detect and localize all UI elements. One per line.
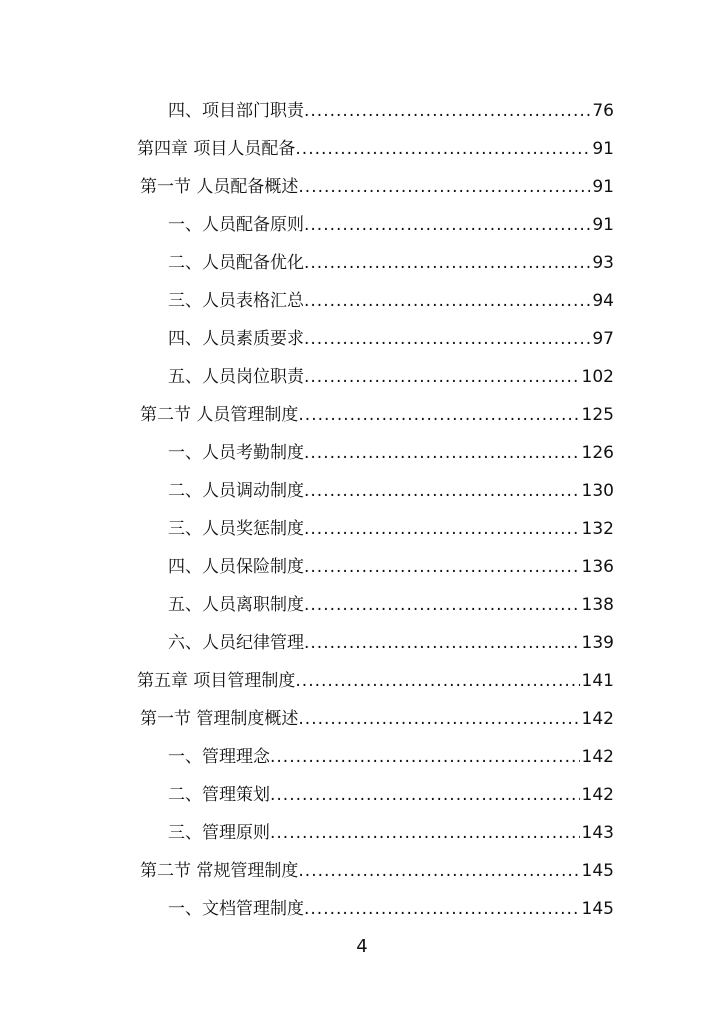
toc-entry[interactable] [0,358,724,396]
toc-entry-page-number: 130 [581,481,614,501]
toc-dot-leader [304,548,580,586]
toc-dot-leader [298,168,590,206]
toc-entry-page-number: 91 [592,215,614,235]
toc-entry-title: 一、人员考勤制度 [168,443,304,463]
toc-entry[interactable] [0,624,724,662]
toc-entry-page-number: 91 [592,177,614,197]
toc-entry-page-number: 142 [581,747,614,767]
toc-dot-leader [295,130,590,168]
toc-entry-title: 一、人员配备原则 [168,215,304,235]
toc-entry-title: 二、人员调动制度 [168,481,304,501]
toc-entry-page-number: 142 [581,785,614,805]
toc-dot-leader [304,434,580,472]
toc-entry[interactable] [0,738,724,776]
table-of-contents [0,92,724,928]
toc-entry-page-number: 138 [581,595,614,615]
toc-entry-page-number: 126 [581,443,614,463]
toc-entry-title: 四、人员素质要求 [168,329,304,349]
toc-entry-title: 三、人员奖惩制度 [168,519,304,539]
toc-entry[interactable] [0,662,724,700]
toc-entry[interactable] [0,890,724,928]
toc-entry[interactable] [0,320,724,358]
toc-entry-page-number: 132 [581,519,614,539]
toc-dot-leader [304,510,580,548]
toc-entry-page-number: 141 [581,671,614,691]
toc-dot-leader [304,472,580,510]
toc-dot-leader [304,358,580,396]
toc-entry-title: 二、管理策划 [168,785,270,805]
toc-entry[interactable] [0,244,724,282]
toc-dot-leader [270,776,580,814]
toc-entry[interactable] [0,130,724,168]
toc-dot-leader [304,282,590,320]
toc-entry-page-number: 136 [581,557,614,577]
toc-entry-page-number: 91 [592,139,614,159]
toc-entry-title: 第四章 项目人员配备 [137,139,296,159]
toc-entry-title: 五、人员离职制度 [168,595,304,615]
toc-entry-page-number: 97 [592,329,614,349]
toc-entry-title: 第二节 常规管理制度 [140,861,299,881]
toc-dot-leader [270,738,580,776]
toc-dot-leader [270,814,580,852]
toc-entry-title: 第一节 管理制度概述 [140,709,299,729]
toc-entry[interactable] [0,852,724,890]
toc-entry-page-number: 125 [581,405,614,425]
toc-entry-title: 第二节 人员管理制度 [140,405,299,425]
toc-entry-page-number: 142 [581,709,614,729]
toc-dot-leader [298,700,579,738]
toc-entry-title: 一、文档管理制度 [168,899,304,919]
toc-dot-leader [304,92,590,130]
toc-entry[interactable] [0,434,724,472]
toc-entry[interactable] [0,814,724,852]
toc-dot-leader [304,890,580,928]
toc-entry[interactable] [0,510,724,548]
toc-entry-title: 一、管理理念 [168,747,270,767]
toc-entry[interactable] [0,700,724,738]
toc-entry[interactable] [0,472,724,510]
toc-entry-title: 四、人员保险制度 [168,557,304,577]
toc-entry-title: 第五章 项目管理制度 [137,671,296,691]
toc-entry-page-number: 102 [581,367,614,387]
toc-entry-page-number: 93 [592,253,614,273]
toc-dot-leader [304,586,580,624]
toc-entry-title: 六、人员纪律管理 [168,633,304,653]
toc-entry[interactable] [0,586,724,624]
toc-entry[interactable] [0,282,724,320]
toc-entry[interactable] [0,168,724,206]
toc-entry-title: 四、项目部门职责 [168,101,304,121]
toc-dot-leader [298,852,579,890]
toc-entry[interactable] [0,206,724,244]
toc-dot-leader [304,244,590,282]
toc-entry-title: 三、管理原则 [168,823,270,843]
toc-entry[interactable] [0,92,724,130]
toc-dot-leader [295,662,579,700]
toc-entry[interactable] [0,776,724,814]
toc-entry-title: 五、人员岗位职责 [168,367,304,387]
toc-entry[interactable] [0,548,724,586]
toc-dot-leader [304,320,590,358]
toc-dot-leader [304,624,580,662]
toc-dot-leader [304,206,590,244]
toc-entry-title: 第一节 人员配备概述 [140,177,299,197]
toc-entry[interactable] [0,396,724,434]
toc-entry-page-number: 143 [581,823,614,843]
toc-dot-leader [298,396,579,434]
toc-entry-page-number: 145 [581,861,614,881]
toc-entry-page-number: 76 [592,101,614,121]
toc-entry-title: 二、人员配备优化 [168,253,304,273]
toc-entry-page-number: 145 [581,899,614,919]
toc-entry-title: 三、人员表格汇总 [168,291,304,311]
toc-entry-page-number: 94 [592,291,614,311]
page-number: 4 [356,936,368,957]
toc-entry-page-number: 139 [581,633,614,653]
